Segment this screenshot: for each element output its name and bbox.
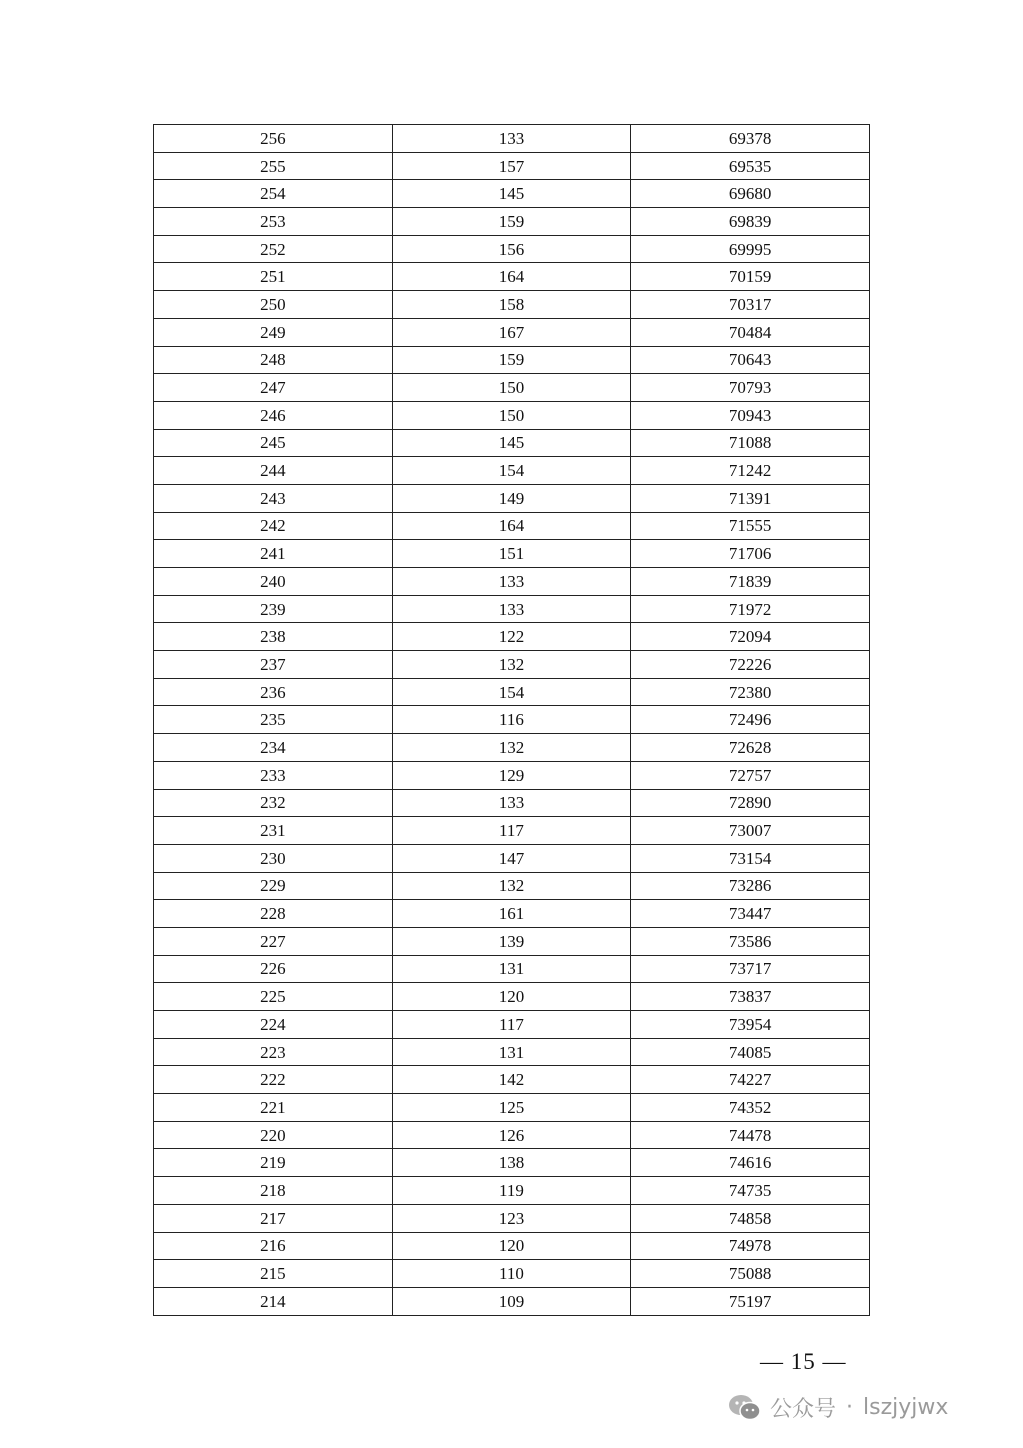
table-cell: 221 — [154, 1094, 393, 1122]
table-row — [154, 955, 870, 983]
table-cell: 219 — [154, 1149, 393, 1177]
table-cell: 71706 — [631, 540, 870, 568]
table-cell: 74616 — [631, 1149, 870, 1177]
table-cell: 120 — [392, 983, 631, 1011]
table-cell: 254 — [154, 180, 393, 208]
table-cell: 217 — [154, 1204, 393, 1232]
table-row — [154, 595, 870, 623]
table-row — [154, 651, 870, 679]
table-row — [154, 291, 870, 319]
table-cell: 74227 — [631, 1066, 870, 1094]
table-row — [154, 180, 870, 208]
table-row — [154, 1204, 870, 1232]
table-cell: 72757 — [631, 761, 870, 789]
table-cell: 227 — [154, 927, 393, 955]
table-cell: 72226 — [631, 651, 870, 679]
page-number: — 15 — — [760, 1349, 847, 1374]
table-row — [154, 568, 870, 596]
table-cell: 154 — [392, 457, 631, 485]
table-cell: 70793 — [631, 374, 870, 402]
table-row — [154, 983, 870, 1011]
table-cell: 74352 — [631, 1094, 870, 1122]
table-row — [154, 872, 870, 900]
table-cell: 73717 — [631, 955, 870, 983]
table-cell: 161 — [392, 900, 631, 928]
table-cell: 216 — [154, 1232, 393, 1260]
table-cell: 120 — [392, 1232, 631, 1260]
table-cell: 69680 — [631, 180, 870, 208]
table-cell: 70159 — [631, 263, 870, 291]
table-cell: 69378 — [631, 125, 870, 153]
table-cell: 131 — [392, 955, 631, 983]
table-cell: 230 — [154, 844, 393, 872]
watermark-account: lszjyjwx — [863, 1395, 949, 1420]
table-row — [154, 1011, 870, 1039]
table-cell: 109 — [392, 1287, 631, 1315]
table-cell: 142 — [392, 1066, 631, 1094]
table-row — [154, 208, 870, 236]
table-cell: 138 — [392, 1149, 631, 1177]
table-row — [154, 1121, 870, 1149]
table-cell: 236 — [154, 678, 393, 706]
table-row — [154, 623, 870, 651]
table-cell: 74478 — [631, 1121, 870, 1149]
table-cell: 73954 — [631, 1011, 870, 1039]
table-cell: 218 — [154, 1177, 393, 1205]
watermark — [728, 1392, 948, 1423]
table-row — [154, 678, 870, 706]
table-cell: 241 — [154, 540, 393, 568]
table-cell: 70484 — [631, 318, 870, 346]
table-cell: 133 — [392, 789, 631, 817]
table-cell: 70643 — [631, 346, 870, 374]
table-cell: 74085 — [631, 1038, 870, 1066]
watermark-label: 公众号 — [770, 1397, 837, 1422]
table-cell: 248 — [154, 346, 393, 374]
table-row — [154, 927, 870, 955]
table-cell: 237 — [154, 651, 393, 679]
table-cell: 251 — [154, 263, 393, 291]
table-row — [154, 235, 870, 263]
table-cell: 150 — [392, 401, 631, 429]
table-row — [154, 817, 870, 845]
table-cell: 256 — [154, 125, 393, 153]
table-cell: 234 — [154, 734, 393, 762]
table-cell: 70317 — [631, 291, 870, 319]
table-cell: 145 — [392, 180, 631, 208]
table-cell: 75197 — [631, 1287, 870, 1315]
table-cell: 214 — [154, 1287, 393, 1315]
table-cell: 70943 — [631, 401, 870, 429]
table-cell: 249 — [154, 318, 393, 346]
table-cell: 72094 — [631, 623, 870, 651]
table-cell: 145 — [392, 429, 631, 457]
table-cell: 243 — [154, 484, 393, 512]
table-cell: 226 — [154, 955, 393, 983]
table-cell: 71391 — [631, 484, 870, 512]
table-cell: 73837 — [631, 983, 870, 1011]
table-cell: 75088 — [631, 1260, 870, 1288]
score-table — [153, 124, 870, 1316]
table-row — [154, 1094, 870, 1122]
table-cell: 149 — [392, 484, 631, 512]
table-row — [154, 844, 870, 872]
table-cell: 117 — [392, 817, 631, 845]
table-cell: 71839 — [631, 568, 870, 596]
table-cell: 156 — [392, 235, 631, 263]
table-cell: 147 — [392, 844, 631, 872]
table-row — [154, 1038, 870, 1066]
table-cell: 73286 — [631, 872, 870, 900]
table-cell: 69839 — [631, 208, 870, 236]
table-cell: 123 — [392, 1204, 631, 1232]
table-row — [154, 457, 870, 485]
table-cell: 164 — [392, 512, 631, 540]
table-cell: 110 — [392, 1260, 631, 1288]
table-cell: 167 — [392, 318, 631, 346]
table-cell: 222 — [154, 1066, 393, 1094]
table-cell: 69535 — [631, 152, 870, 180]
table-row — [154, 734, 870, 762]
table-row — [154, 761, 870, 789]
score-table-container — [153, 124, 870, 1316]
watermark-separator: · — [846, 1395, 854, 1420]
table-cell: 220 — [154, 1121, 393, 1149]
table-row — [154, 152, 870, 180]
table-cell: 242 — [154, 512, 393, 540]
table-cell: 71972 — [631, 595, 870, 623]
table-cell: 71242 — [631, 457, 870, 485]
table-cell: 238 — [154, 623, 393, 651]
table-cell: 72496 — [631, 706, 870, 734]
table-row — [154, 789, 870, 817]
table-cell: 235 — [154, 706, 393, 734]
table-row — [154, 263, 870, 291]
table-cell: 247 — [154, 374, 393, 402]
table-row — [154, 1287, 870, 1315]
table-cell: 133 — [392, 595, 631, 623]
table-row — [154, 540, 870, 568]
table-cell: 126 — [392, 1121, 631, 1149]
table-cell: 255 — [154, 152, 393, 180]
table-cell: 245 — [154, 429, 393, 457]
table-cell: 240 — [154, 568, 393, 596]
table-cell: 133 — [392, 125, 631, 153]
table-cell: 125 — [392, 1094, 631, 1122]
table-cell: 253 — [154, 208, 393, 236]
table-cell: 73586 — [631, 927, 870, 955]
wechat-icon — [728, 1393, 762, 1423]
table-row — [154, 429, 870, 457]
table-cell: 228 — [154, 900, 393, 928]
table-cell: 116 — [392, 706, 631, 734]
table-cell: 133 — [392, 568, 631, 596]
table-cell: 157 — [392, 152, 631, 180]
table-cell: 233 — [154, 761, 393, 789]
table-cell: 74858 — [631, 1204, 870, 1232]
table-row — [154, 900, 870, 928]
table-row — [154, 125, 870, 153]
table-cell: 151 — [392, 540, 631, 568]
table-cell: 131 — [392, 1038, 631, 1066]
table-row — [154, 318, 870, 346]
table-row — [154, 706, 870, 734]
table-row — [154, 1260, 870, 1288]
table-row — [154, 1149, 870, 1177]
table-cell: 117 — [392, 1011, 631, 1039]
table-row — [154, 346, 870, 374]
table-cell: 159 — [392, 208, 631, 236]
table-cell: 74978 — [631, 1232, 870, 1260]
table-row — [154, 1232, 870, 1260]
table-cell: 132 — [392, 651, 631, 679]
table-cell: 159 — [392, 346, 631, 374]
table-cell: 132 — [392, 872, 631, 900]
table-row — [154, 1177, 870, 1205]
table-cell: 223 — [154, 1038, 393, 1066]
table-cell: 150 — [392, 374, 631, 402]
table-cell: 69995 — [631, 235, 870, 263]
table-cell: 239 — [154, 595, 393, 623]
table-cell: 244 — [154, 457, 393, 485]
table-cell: 250 — [154, 291, 393, 319]
table-cell: 158 — [392, 291, 631, 319]
table-cell: 246 — [154, 401, 393, 429]
table-cell: 73447 — [631, 900, 870, 928]
table-cell: 119 — [392, 1177, 631, 1205]
table-cell: 215 — [154, 1260, 393, 1288]
table-cell: 224 — [154, 1011, 393, 1039]
table-cell: 164 — [392, 263, 631, 291]
table-row — [154, 512, 870, 540]
table-cell: 232 — [154, 789, 393, 817]
table-cell: 229 — [154, 872, 393, 900]
table-cell: 72628 — [631, 734, 870, 762]
table-cell: 73154 — [631, 844, 870, 872]
table-row — [154, 401, 870, 429]
table-cell: 225 — [154, 983, 393, 1011]
table-cell: 139 — [392, 927, 631, 955]
table-cell: 252 — [154, 235, 393, 263]
table-row — [154, 1066, 870, 1094]
table-cell: 129 — [392, 761, 631, 789]
table-cell: 72890 — [631, 789, 870, 817]
table-row — [154, 374, 870, 402]
score-table-body — [154, 125, 870, 1316]
table-cell: 71088 — [631, 429, 870, 457]
table-cell: 231 — [154, 817, 393, 845]
table-cell: 132 — [392, 734, 631, 762]
table-cell: 71555 — [631, 512, 870, 540]
table-cell: 122 — [392, 623, 631, 651]
table-cell: 73007 — [631, 817, 870, 845]
table-cell: 74735 — [631, 1177, 870, 1205]
table-cell: 72380 — [631, 678, 870, 706]
table-cell: 154 — [392, 678, 631, 706]
table-row — [154, 484, 870, 512]
